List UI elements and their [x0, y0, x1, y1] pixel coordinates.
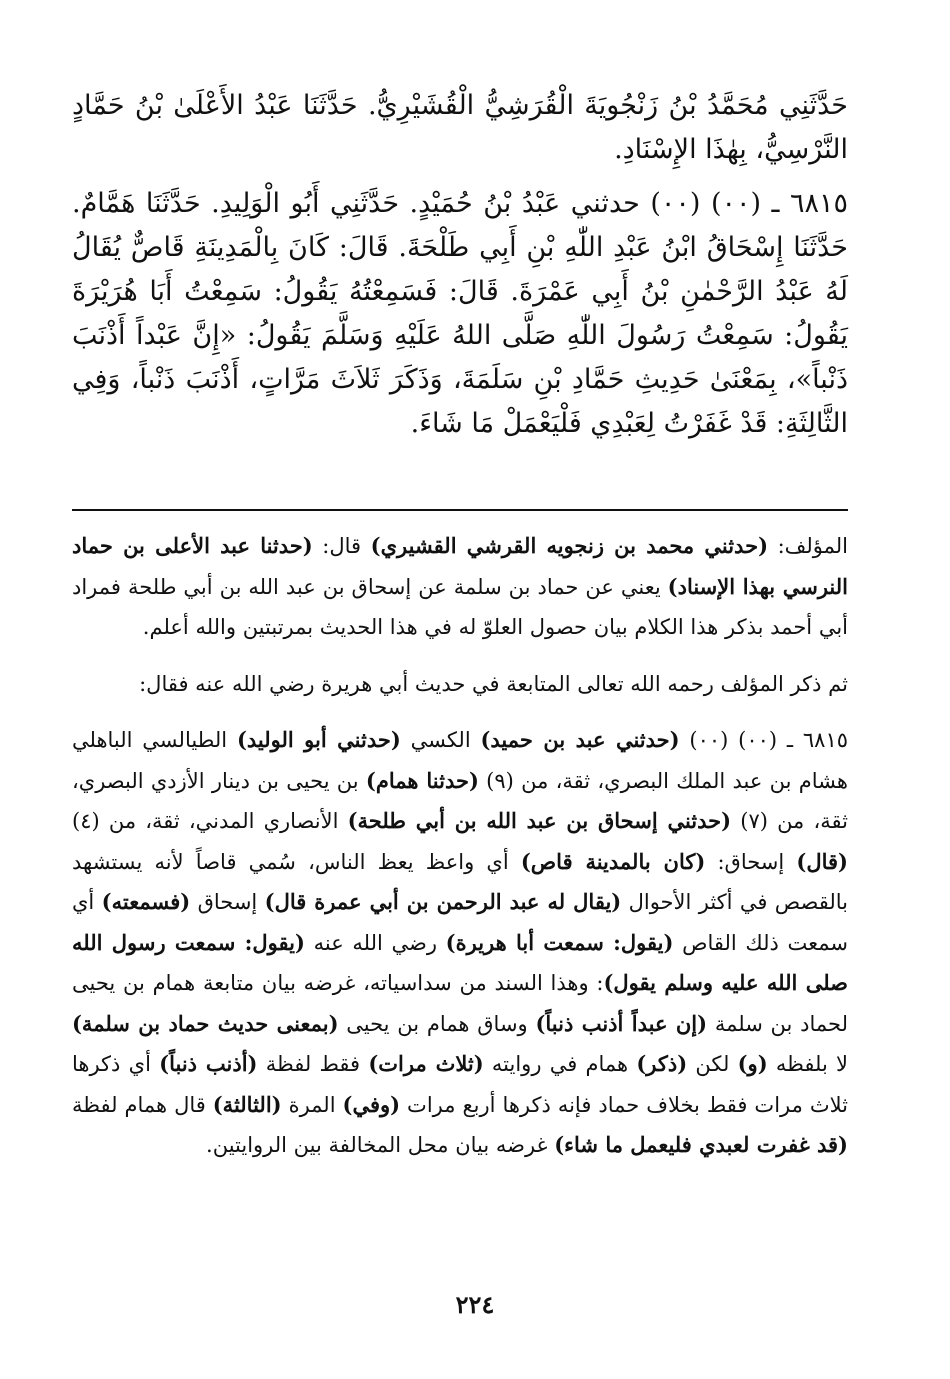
- commentary-intro: ثم ذكر المؤلف رحمه الله تعالى المتابعة في حديث أبي هريرة رضي الله عنه فقال:: [139, 671, 848, 696]
- quoted-matn: (أذنب ذنباً): [159, 1051, 258, 1076]
- commentary-text: إسحاق: [190, 890, 265, 914]
- commentary-text: أي واعظ يعظ الناس، سُمي قاصاً لأنه يستشهد بالقصص في أكثر الأحوال: [72, 849, 849, 914]
- commentary-text: يعني عن حماد بن سلمة عن إسحاق بن عبد الله بن أبي طلحة فمراد أبي أحمد بذكر هذا الكلام بيان حصول العلوّ له في هذا الحديث بمرتبتين والله أعلم.: [72, 574, 848, 639]
- commentary-text: ٦٨١٥ ـ (٠٠) (٠٠): [679, 728, 849, 752]
- commentary-text: رضي الله عنه: [304, 930, 446, 955]
- commentary-text: قال همام لفظة: [72, 1092, 213, 1117]
- quoted-matn: (حدثنا همام): [365, 767, 479, 793]
- commentary-text: المؤلف:: [768, 534, 849, 558]
- quoted-matn: (الثالثة): [212, 1091, 282, 1117]
- commentary-text: لكن: [687, 1052, 738, 1076]
- hadith-text: [72, 84, 848, 446]
- quoted-matn: (يقال له عبد الرحمن بن أبي عمرة قال): [264, 889, 622, 914]
- commentary-text: : وهذا السند من سداسياته، غرضه بيان متابعة همام بن يحيى لحماد بن سلمة: [72, 971, 848, 1036]
- quoted-matn: (كان بالمدينة قاص): [520, 848, 706, 874]
- commentary: [72, 526, 848, 1182]
- quoted-matn: (يقول: سمعت رسول الله صلى الله عليه وسلم يقول): [72, 929, 848, 995]
- quoted-matn: (حدثني عبد بن حميد): [480, 727, 680, 752]
- quoted-matn: (يقول: سمعت أبا هريرة): [445, 929, 674, 955]
- quoted-matn: (بمعنى حديث حماد بن سلمة): [72, 1010, 339, 1036]
- quoted-matn: (فسمعته): [101, 889, 191, 914]
- commentary-paragraph-author: [72, 526, 848, 648]
- commentary-text: فقط لفظة: [257, 1052, 369, 1076]
- commentary-text: أي سمعت ذلك القاص: [72, 890, 849, 955]
- hadith-paragraph-1: حَدَّثَنِي مُحَمَّدُ بْنُ زَنْجُويَةَ الْقُرَشِيُّ الْقُشَيْرِيُّ. حَدَّثَنَا عَبْدُ الأَعْلَىٰ بْنُ حَمَّادٍ النَّرْسِيُّ، بِهٰذَا الإِسْنَادِ.: [72, 90, 848, 165]
- hadith-paragraph-6815: ٦٨١٥ ـ (٠٠) (٠٠) حدثني عَبْدُ بْنُ حُمَيْدٍ. حَدَّثَنِي أَبُو الْوَلِيدِ. حَدَّثَنَا هَمَّامٌ. حَدَّثَنَا إِسْحَاقُ ابْنُ عَبْدِ اللّٰهِ بْنِ أَبِي طَلْحَةَ. قَالَ: كَانَ بِالْمَدِينَةِ قَاصٌّ يُقَالُ لَهُ عَبْدُ الرَّحْمٰنِ بْنُ أَبِي عَمْرَةَ. قَالَ: فَسَمِعْتُهُ يَقُولُ: سَمِعْتُ أَبَا هُرَيْرَةَ يَقُولُ: سَمِعْتُ رَسُولَ اللّٰهِ صَلَّى اللهُ عَلَيْهِ وَسَلَّمَ يَقُولُ: «إِنَّ عَبْداً أَذْنَبَ ذَنْباً»، بِمَعْنَىٰ حَدِيثِ حَمَّادِ بْنِ سَلَمَةَ، وَذَكَرَ ثَلاَثَ مَرَّاتٍ، أَذْنَبَ ذَنْباً، وَفِي الثَّالِثَةِ: قَدْ غَفَرْتُ لِعَبْدِي فَلْيَعْمَلْ مَا شَاءَ.: [72, 188, 848, 439]
- commentary-text: وساق همام بن يحيى: [338, 1011, 536, 1036]
- commentary-text: غرضه بيان محل المخالفة بين الروايتين.: [206, 1133, 555, 1157]
- quoted-matn: (قد غفرت لعبدي فليعمل ما شاء): [554, 1132, 848, 1157]
- quoted-matn: (ذكر): [636, 1051, 688, 1076]
- quoted-matn: (و): [737, 1051, 768, 1076]
- commentary-paragraph-6815: [72, 720, 848, 1166]
- quoted-matn: (وفي): [342, 1091, 401, 1117]
- quoted-matn: (إن عبداً أذنب ذنباً): [535, 1010, 708, 1036]
- page-number: ٢٢٤: [455, 1290, 495, 1319]
- footnote-divider: [72, 509, 848, 511]
- commentary-text: الكسي: [400, 728, 481, 752]
- commentary-text: قال:: [312, 534, 371, 558]
- quoted-matn: (قال): [796, 848, 848, 874]
- commentary-text: أي ذكرها ثلاث مرات فقط بخلاف حماد فإنه ذكرها أربع مرات: [72, 1052, 848, 1117]
- commentary-text: لا بلفظه: [767, 1052, 848, 1076]
- commentary-text: بن يحيى بن دينار الأزدي البصري، ثقة، من (٧): [72, 768, 848, 833]
- page-body: [72, 84, 848, 460]
- quoted-matn: (حدثني إسحاق بن عبد الله بن أبي طلحة): [347, 808, 732, 833]
- commentary-text: همام في روايته: [483, 1052, 637, 1076]
- commentary-text: الأنصاري المدني، ثقة، من (٤): [72, 809, 348, 833]
- commentary-text: إسحاق:: [705, 849, 797, 874]
- quoted-matn: (حدثني أبو الوليد): [236, 727, 401, 752]
- quoted-matn: (حدثنا عبد الأعلى بن حماد النرسي بهذا الإسناد): [72, 533, 848, 599]
- commentary-text: المرة: [281, 1092, 343, 1117]
- commentary-text: الطيالسي الباهلي هشام بن عبد الملك البصري، ثقة، من (٩): [72, 728, 848, 793]
- quoted-matn: (ثلاث مرات): [368, 1051, 484, 1076]
- quoted-matn: (حدثني محمد بن زنجويه القرشي القشيري): [370, 533, 769, 558]
